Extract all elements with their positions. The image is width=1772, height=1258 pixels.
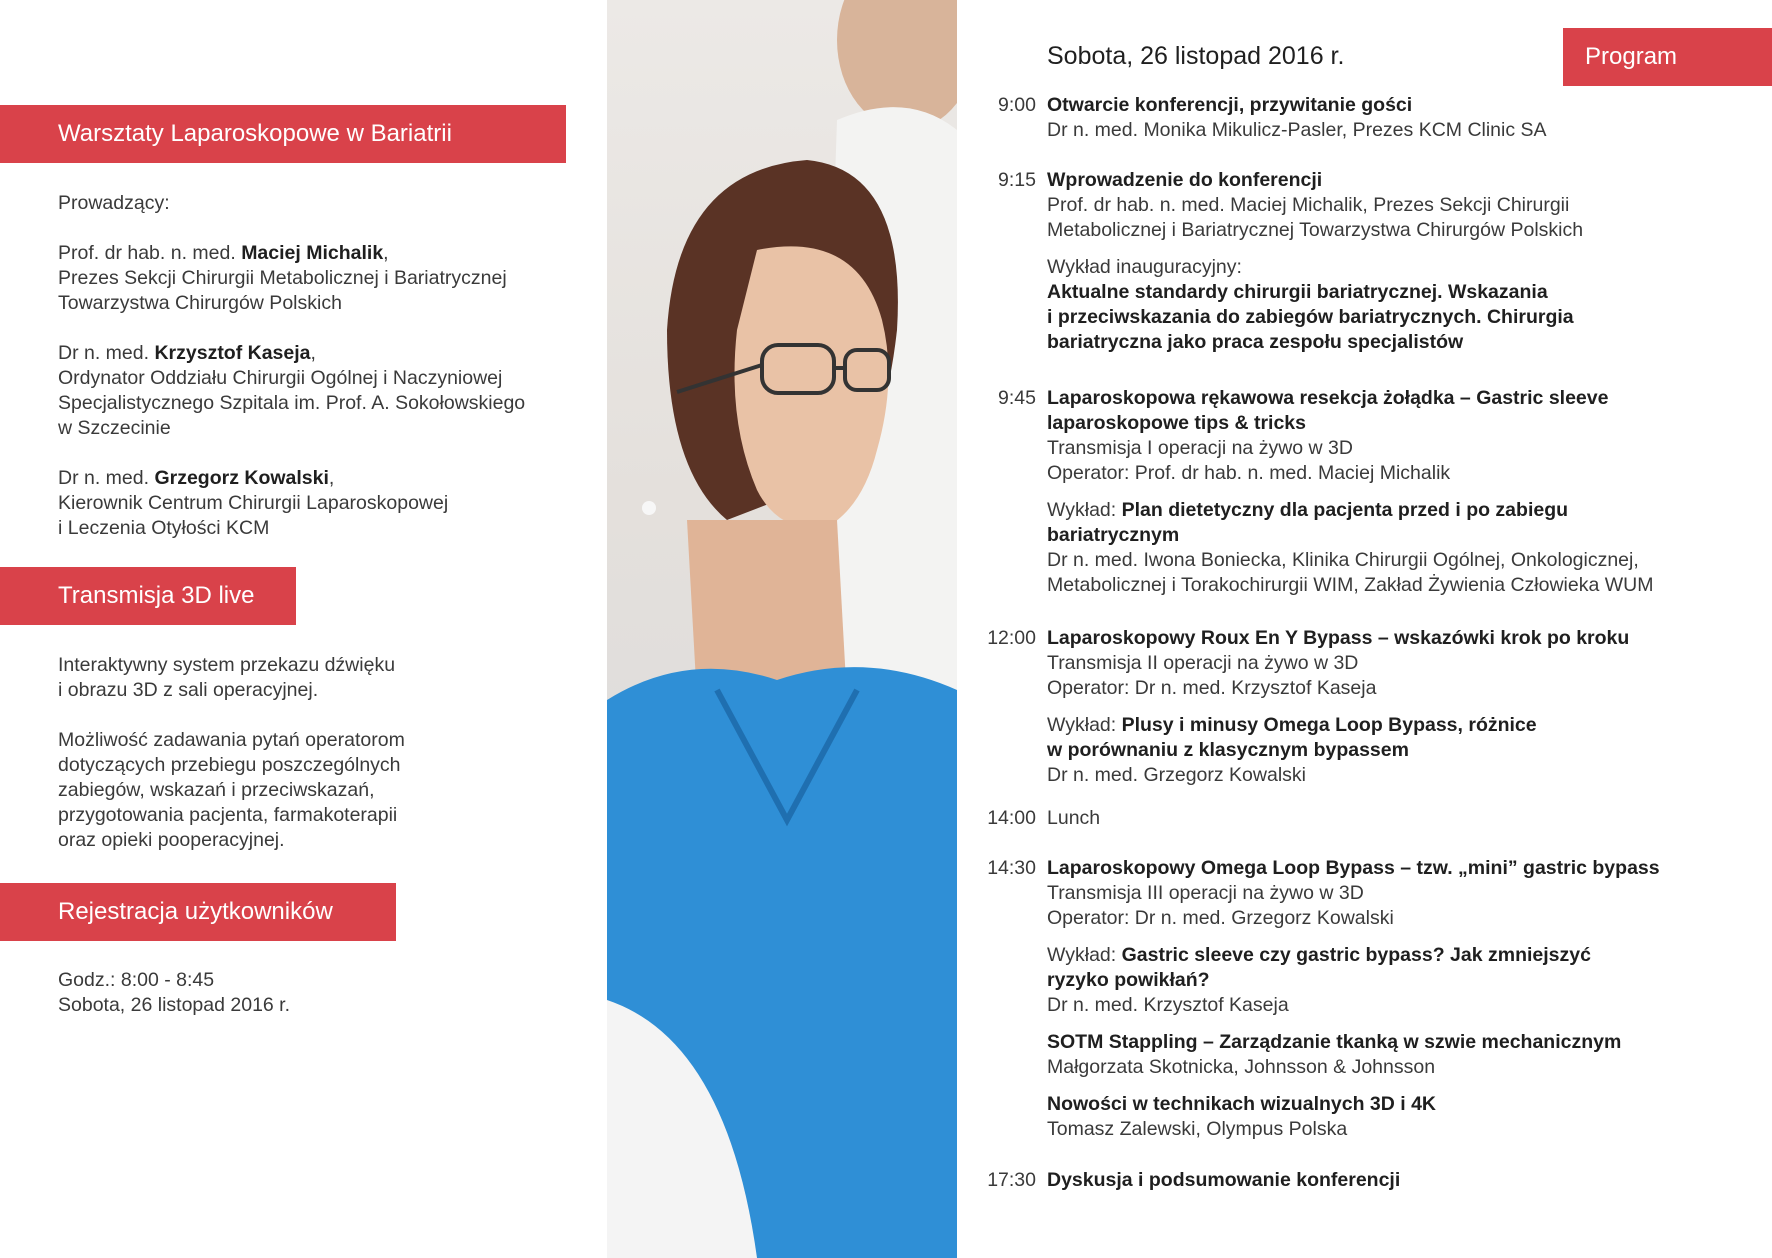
leader-suffix: ,	[383, 242, 389, 264]
schedule-line	[1047, 943, 1737, 968]
block-gap	[1047, 1080, 1737, 1092]
transmission-line: zabiegów, wskazań i przeciwskazań,	[58, 779, 375, 801]
schedule-entry	[1047, 386, 1737, 598]
schedule-line	[1047, 330, 1737, 355]
schedule-line	[1047, 651, 1737, 676]
schedule-text: Dr n. med. Krzysztof Kaseja	[1047, 994, 1289, 1016]
schedule-line	[1047, 738, 1737, 763]
block-gap	[1047, 701, 1737, 713]
leader-name-line	[58, 241, 558, 266]
schedule-entry	[1047, 168, 1737, 355]
schedule-text: Metabolicznej i Bariatrycznej Towarzystwa Chirurgów Polskich	[1047, 219, 1584, 241]
leader-affiliation: Kierownik Centrum Chirurgii Laparoskopowej	[58, 492, 449, 514]
schedule-text: Tomasz Zalewski, Olympus Polska	[1047, 1118, 1348, 1140]
schedule-title: Laparoskopowy Roux En Y Bypass – wskazówki krok po kroku	[1047, 627, 1630, 649]
schedule-line	[1047, 881, 1737, 906]
block-gap	[1047, 1018, 1737, 1030]
leaders-section	[58, 191, 558, 541]
workshop-banner: Warsztaty Laparoskopowe w Bariatrii	[0, 105, 566, 163]
schedule-line	[1047, 763, 1737, 788]
schedule-title: Dyskusja i podsumowanie konferencji	[1047, 1169, 1401, 1191]
leader-name: Maciej Michalik	[241, 242, 384, 264]
schedule-line	[1047, 548, 1737, 573]
schedule-time: 9:00	[998, 94, 1036, 116]
schedule-line	[1047, 168, 1737, 193]
schedule-title: Gastric sleeve czy gastric bypass? Jak zmniejszyć	[1121, 944, 1591, 966]
schedule-line	[1047, 218, 1737, 243]
transmission-paragraph-2	[58, 728, 558, 853]
schedule-line	[1047, 1030, 1737, 1055]
schedule-text: Wykład:	[1047, 499, 1122, 521]
schedule-line	[1047, 906, 1737, 931]
schedule-line	[1047, 1168, 1737, 1193]
schedule-text: Małgorzata Skotnicka, Johnsson & Johnsson	[1047, 1056, 1436, 1078]
leader-title: Prof. dr hab. n. med.	[58, 242, 242, 264]
schedule-title: Aktualne standardy chirurgii bariatrycznej. Wskazania	[1047, 281, 1548, 303]
schedule-text: Dr n. med. Grzegorz Kowalski	[1047, 764, 1306, 786]
transmission-line: oraz opieki pooperacyjnej.	[58, 829, 285, 851]
schedule-text: Transmisja II operacji na żywo w 3D	[1047, 652, 1359, 674]
registration-banner: Rejestracja użytkowników	[0, 883, 396, 941]
schedule-text: Operator: Dr n. med. Krzysztof Kaseja	[1047, 677, 1377, 699]
schedule-title: Plusy i minusy Omega Loop Bypass, różnice	[1121, 714, 1537, 736]
transmission-paragraph-1	[58, 653, 558, 703]
registration-line: Sobota, 26 listopad 2016 r.	[58, 994, 291, 1016]
schedule-title: Laparoskopowy Omega Loop Bypass – tzw. „mini” gastric bypass	[1047, 857, 1660, 879]
schedule-line	[1047, 305, 1737, 330]
schedule-time: 9:45	[998, 387, 1036, 409]
transmission-line: Interaktywny system przekazu dźwięku	[58, 654, 396, 676]
schedule-line	[1047, 461, 1737, 486]
schedule-entry	[1047, 626, 1737, 788]
program-date-heading: Sobota, 26 listopad 2016 r.	[1047, 42, 1345, 70]
leader-name: Krzysztof Kaseja	[154, 342, 311, 364]
block-gap	[1047, 243, 1737, 255]
schedule-line	[1047, 411, 1737, 436]
transmission-line: przygotowania pacjenta, farmakoterapii	[58, 804, 398, 826]
schedule-time: 12:00	[987, 627, 1036, 649]
schedule-title: Laparoskopowa rękawowa resekcja żołądka – Gastric sleeve	[1047, 387, 1609, 409]
schedule-title: laparoskopowe tips & tricks	[1047, 412, 1306, 434]
schedule-line	[1047, 806, 1737, 831]
leader-affiliation: Towarzystwa Chirurgów Polskich	[58, 292, 342, 314]
leader-affiliation: Specjalistycznego Szpitala im. Prof. A. Sokołowskiego	[58, 392, 526, 414]
schedule-line	[1047, 1117, 1737, 1142]
schedule-entry	[1047, 93, 1737, 143]
schedule-line	[1047, 1055, 1737, 1080]
schedule-time: 14:30	[987, 857, 1036, 879]
leader-name: Grzegorz Kowalski	[154, 467, 329, 489]
schedule-text: Lunch	[1047, 807, 1101, 829]
leader-suffix: ,	[328, 467, 335, 489]
leader-title: Dr n. med.	[58, 342, 155, 364]
schedule-text: Operator: Prof. dr hab. n. med. Maciej Michalik	[1047, 462, 1451, 484]
leader-affiliation: Prezes Sekcji Chirurgii Metabolicznej i Bariatrycznej	[58, 267, 507, 289]
schedule-line	[1047, 118, 1737, 143]
schedule-title: Otwarcie konferencji, przywitanie gości	[1047, 94, 1413, 116]
schedule-line	[1047, 386, 1737, 411]
schedule-text: Wykład:	[1047, 944, 1122, 966]
schedule-line	[1047, 676, 1737, 701]
schedule-title: w porównaniu z klasycznym bypassem	[1047, 739, 1409, 761]
leader-title: Dr n. med.	[58, 467, 155, 489]
schedule-line	[1047, 523, 1737, 548]
transmission-line: i obrazu 3D z sali operacyjnej.	[58, 679, 319, 701]
transmission-line: Możliwość zadawania pytań operatorom	[58, 729, 405, 751]
leaders-label: Prowadzący:	[58, 192, 170, 214]
schedule-time: 14:00	[987, 807, 1036, 829]
schedule-title: bariatrycznym	[1047, 524, 1180, 546]
schedule-text: Prof. dr hab. n. med. Maciej Michalik, Prezes Sekcji Chirurgii	[1047, 194, 1570, 216]
schedule-text: Dr n. med. Monika Mikulicz-Pasler, Prezes KCM Clinic SA	[1047, 119, 1547, 141]
schedule-entry	[1047, 806, 1737, 831]
transmission-line: dotyczących przebiegu poszczególnych	[58, 754, 401, 776]
schedule-title: Nowości w technikach wizualnych 3D i 4K	[1047, 1093, 1437, 1115]
schedule-line	[1047, 573, 1737, 598]
schedule-line	[1047, 498, 1737, 523]
schedule-text: Transmisja I operacji na żywo w 3D	[1047, 437, 1353, 459]
schedule-line	[1047, 436, 1737, 461]
schedule-title: i przeciwskazania do zabiegów bariatrycznych. Chirurgia	[1047, 306, 1574, 328]
schedule-line	[1047, 193, 1737, 218]
schedule-title: bariatryczna jako praca zespołu specjalistów	[1047, 331, 1464, 353]
schedule-line	[1047, 255, 1737, 280]
schedule-text: Dr n. med. Iwona Boniecka, Klinika Chirurgii Ogólnej, Onkologicznej,	[1047, 549, 1639, 571]
schedule-text: Wykład inauguracyjny:	[1047, 256, 1242, 278]
leader-entry	[58, 466, 558, 541]
schedule-entry	[1047, 856, 1737, 1142]
leader-suffix: ,	[310, 342, 316, 364]
schedule-line	[1047, 280, 1737, 305]
block-gap	[1047, 931, 1737, 943]
leader-affiliation: Ordynator Oddziału Chirurgii Ogólnej i Naczyniowej	[58, 367, 503, 389]
schedule-time: 17:30	[987, 1169, 1036, 1191]
schedule-title: Wprowadzenie do konferencji	[1047, 169, 1323, 191]
schedule-text: Transmisja III operacji na żywo w 3D	[1047, 882, 1364, 904]
leader-entry	[58, 241, 558, 316]
schedule-line	[1047, 993, 1737, 1018]
leader-name-line	[58, 341, 558, 366]
leader-name-line	[58, 466, 558, 491]
schedule-title: ryzyko powikłań?	[1047, 969, 1210, 991]
schedule-text: Metabolicznej i Torakochirurgii WIM, Zakład Żywienia Człowieka WUM	[1047, 574, 1654, 596]
schedule-text: Wykład:	[1047, 714, 1122, 736]
registration-line: Godz.: 8:00 - 8:45	[58, 969, 215, 991]
schedule-time: 9:15	[998, 169, 1036, 191]
leader-affiliation: w Szczecinie	[58, 417, 171, 439]
leader-affiliation: i Leczenia Otyłości KCM	[58, 517, 270, 539]
schedule-line	[1047, 1092, 1737, 1117]
schedule-entry	[1047, 1168, 1737, 1193]
schedule-line	[1047, 968, 1737, 993]
schedule-title: Plan dietetyczny dla pacjenta przed i po zabiegu	[1121, 499, 1569, 521]
schedule-title: SOTM Stappling – Zarządzanie tkanką w szwie mechanicznym	[1047, 1031, 1622, 1053]
schedule-text: Operator: Dr n. med. Grzegorz Kowalski	[1047, 907, 1394, 929]
program-badge: Program	[1563, 28, 1772, 86]
schedule-line	[1047, 856, 1737, 881]
transmission-banner: Transmisja 3D live	[0, 567, 296, 625]
schedule-line	[1047, 626, 1737, 651]
schedule-line	[1047, 713, 1737, 738]
block-gap	[1047, 486, 1737, 498]
schedule-line	[1047, 93, 1737, 118]
registration-text	[58, 968, 558, 1018]
